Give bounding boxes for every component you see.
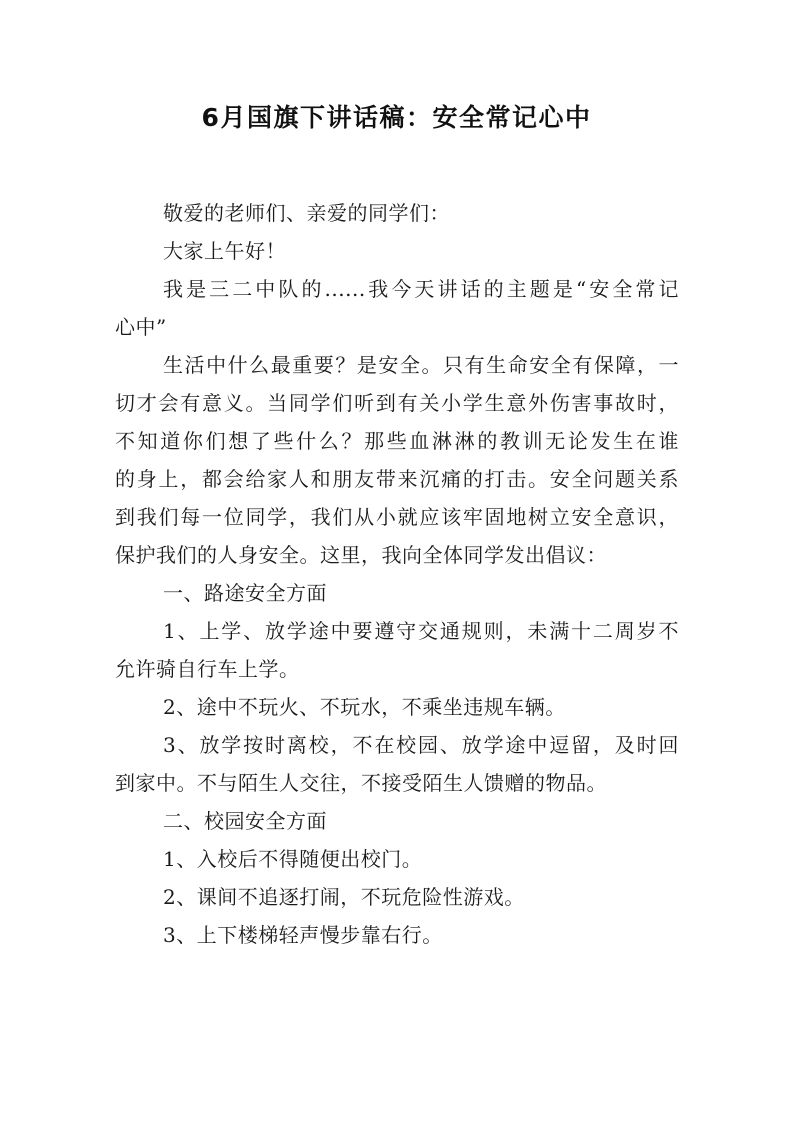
list-item: 1、入校后不得随便出校门。 — [163, 847, 423, 871]
paragraph-line: 到我们每一位同学，我们从小就应该牢固地树立安全意识， — [115, 505, 679, 529]
paragraph-line: 不知道你们想了些什么？那些血淋淋的教训无论发生在谁 — [115, 429, 679, 453]
paragraph-line: 我是三二中队的......我今天讲话的主题是“安全常记 — [163, 277, 679, 301]
list-item: 允许骑自行车上学。 — [115, 657, 300, 681]
paragraph-line: 切才会有意义。当同学们听到有关小学生意外伤害事故时， — [115, 391, 679, 415]
paragraph-line: 生活中什么最重要？是安全。只有生命安全有保障，一 — [163, 353, 679, 377]
list-item: 2、课间不追逐打闹，不玩危险性游戏。 — [163, 885, 525, 909]
document-body — [115, 199, 679, 959]
paragraph-line: 的身上，都会给家人和朋友带来沉痛的打击。安全问题关系 — [115, 467, 679, 491]
list-item: 2、途中不玩火、不玩水，不乘坐违规车辆。 — [163, 695, 566, 719]
paragraph-line: 敬爱的老师们、亲爱的同学们： — [163, 201, 450, 225]
paragraph-line: 保护我们的人身安全。这里，我向全体同学发出倡议： — [115, 543, 607, 567]
list-item: 1、上学、放学途中要遵守交通规则，未满十二周岁不 — [163, 619, 679, 643]
list-item: 到家中。不与陌生人交往，不接受陌生人馈赠的物品。 — [115, 771, 607, 795]
section-heading: 一、路途安全方面 — [163, 581, 327, 605]
list-item: 3、上下楼梯轻声慢步靠右行。 — [163, 923, 443, 947]
document-title: 6月国旗下讲话稿：安全常记心中 — [201, 103, 592, 132]
list-item: 3、放学按时离校，不在校园、放学途中逗留，及时回 — [163, 733, 679, 757]
paragraph-line: 心中” — [115, 315, 167, 339]
section-heading: 二、校园安全方面 — [163, 809, 327, 833]
paragraph-line: 大家上午好！ — [163, 239, 286, 263]
